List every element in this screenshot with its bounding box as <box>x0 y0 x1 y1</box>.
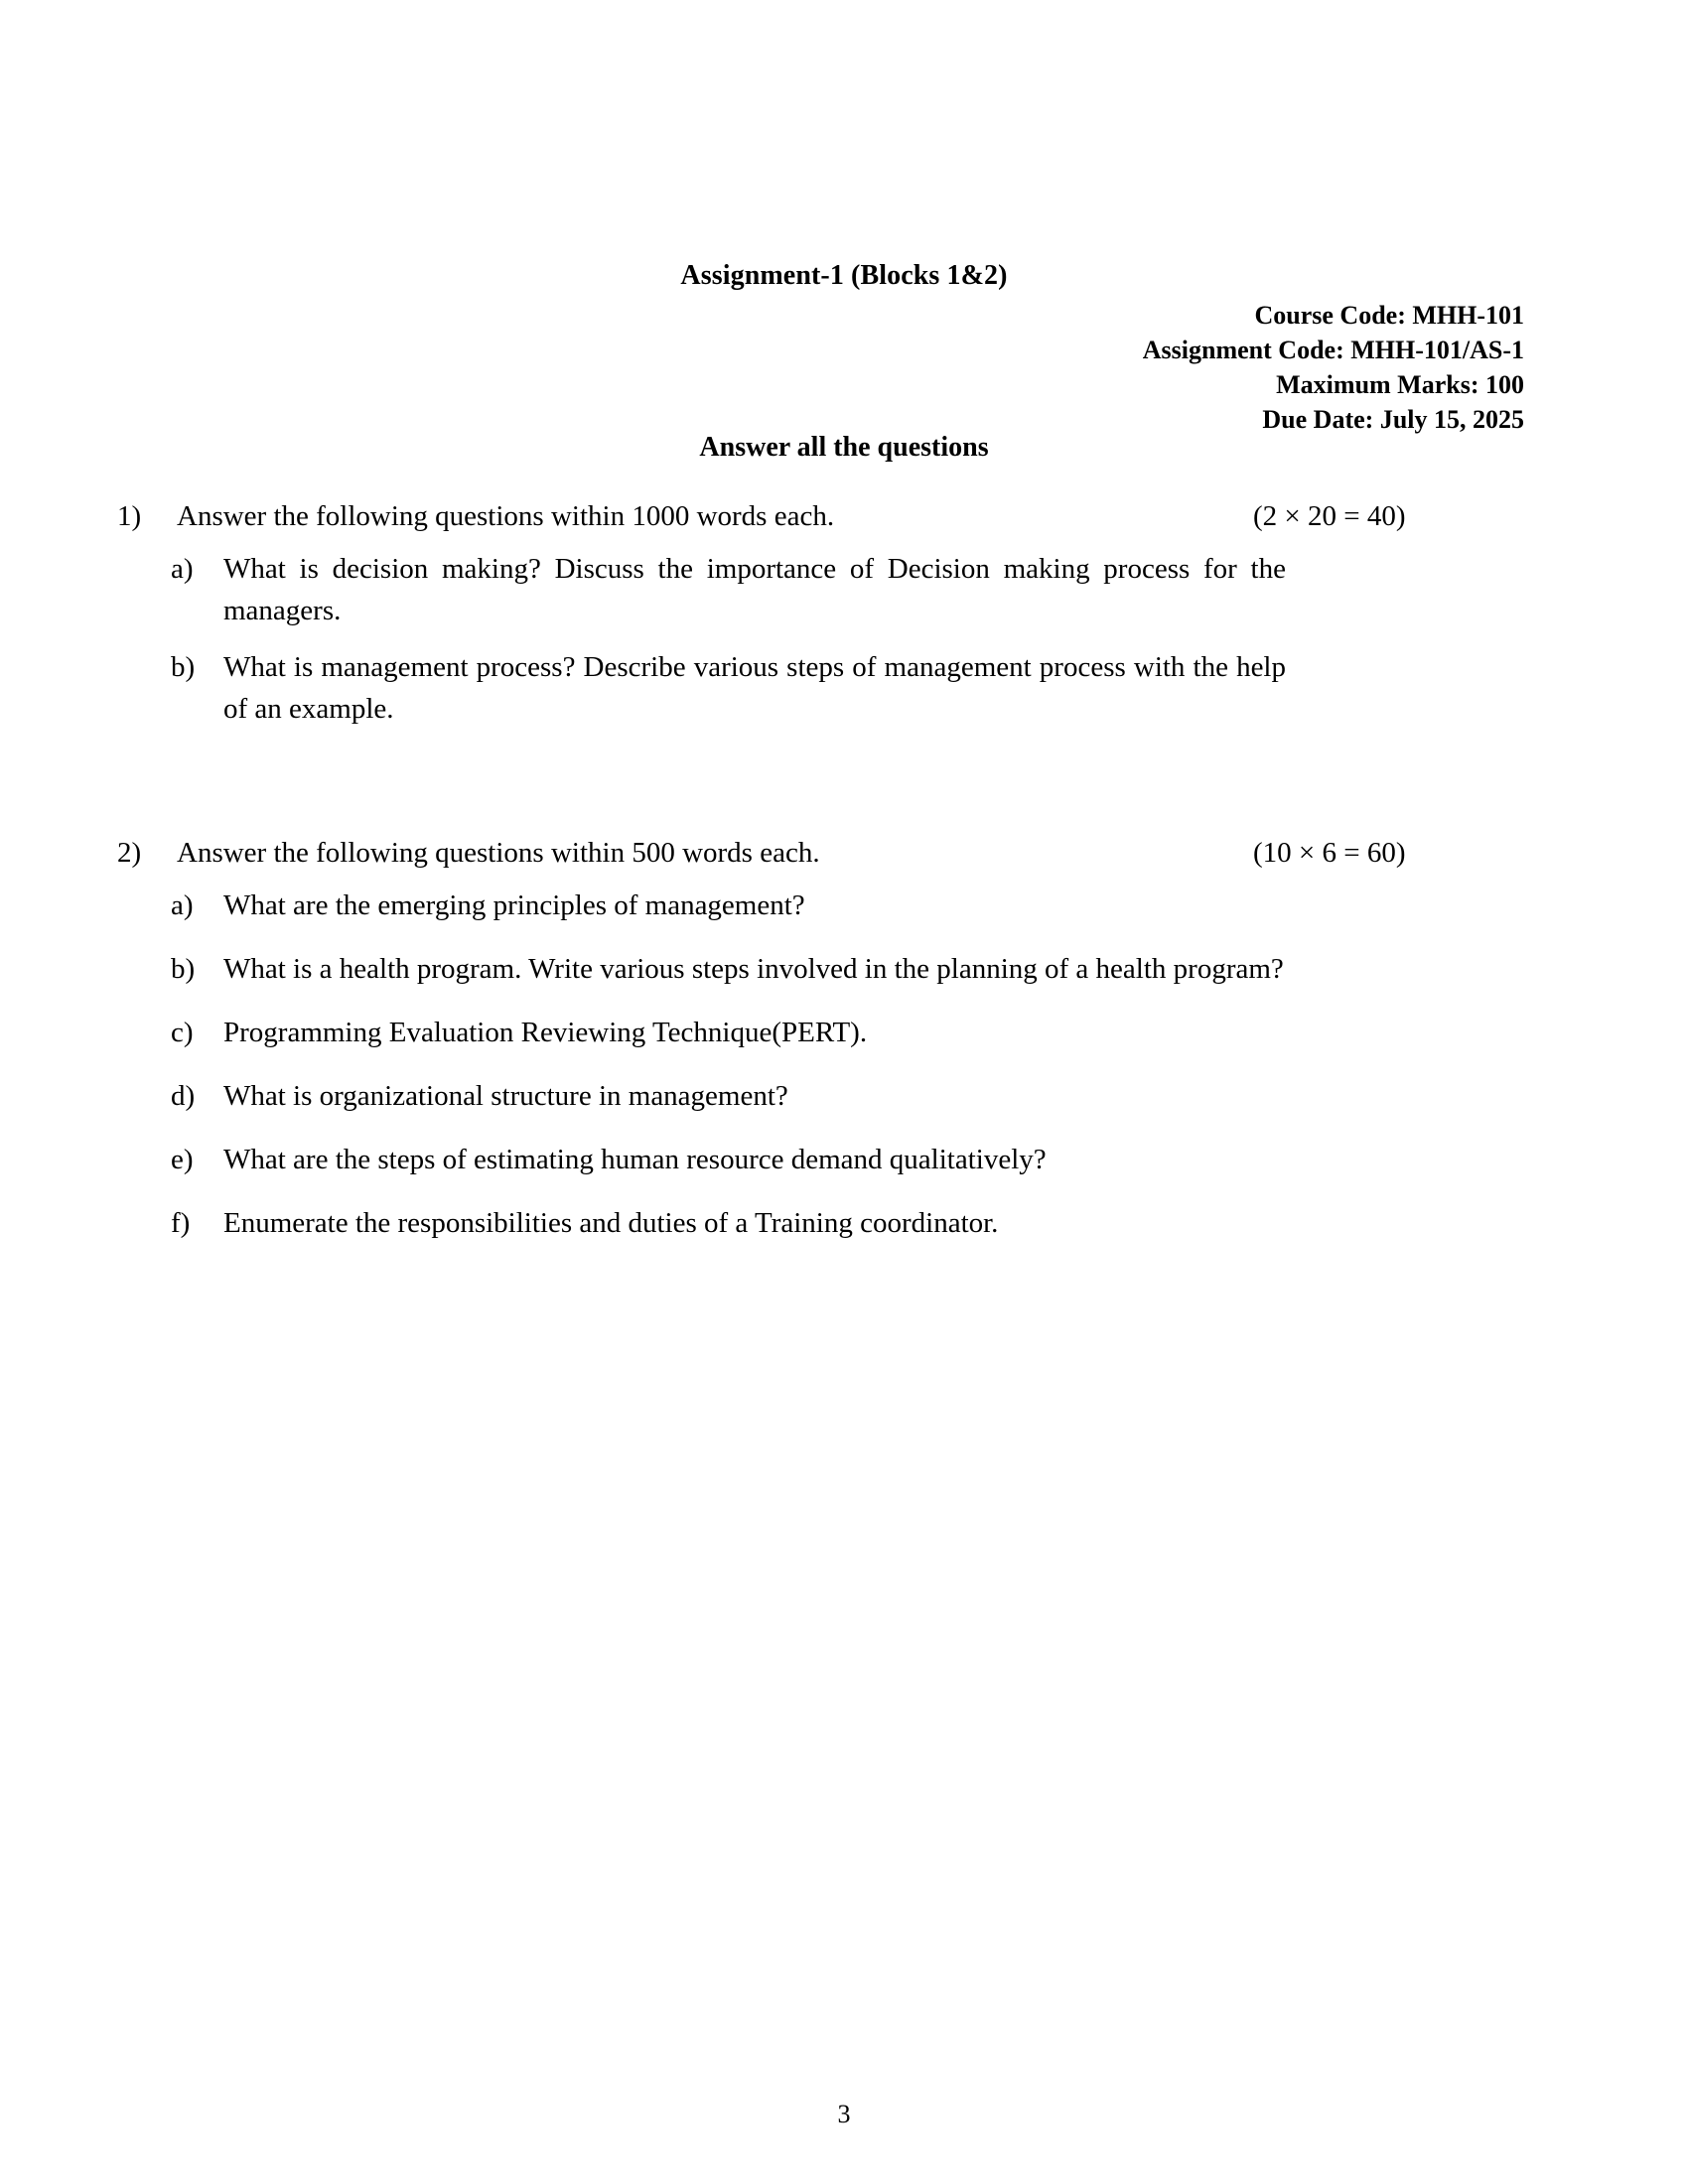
page-title: Assignment-1 (Blocks 1&2) <box>680 260 1008 291</box>
question-1-sub-list <box>0 548 1688 730</box>
question-2-sub-list <box>0 885 1688 1244</box>
sub-item-text-1a: What is decision making? Discuss the importance of Decision making process for the managers. <box>223 553 1286 626</box>
sub-item-label-2f: f) <box>171 1207 191 1239</box>
list-item <box>0 1139 1688 1180</box>
question-2-marks: (10 × 6 = 60) <box>1253 837 1406 869</box>
list-item <box>0 1012 1688 1053</box>
sub-item-label-2a: a) <box>171 889 194 921</box>
course-meta-block <box>1143 298 1524 437</box>
sub-item-label-2d: d) <box>171 1080 196 1112</box>
question-1-number: 1) <box>117 500 142 532</box>
course-code: Course Code: MHH-101 <box>1254 301 1524 330</box>
list-item <box>0 1202 1688 1244</box>
question-2-text: Answer the following questions within 500 words each. <box>177 837 820 869</box>
sub-item-label-2b: b) <box>171 953 196 985</box>
list-item <box>0 548 1688 631</box>
sub-item-text-2b: What is a health program. Write various steps involved in the planning of a health program? <box>223 953 1284 985</box>
question-1-header <box>0 494 1688 538</box>
list-item <box>0 646 1688 730</box>
sub-item-text-2e: What are the steps of estimating human resource demand qualitatively? <box>223 1144 1047 1175</box>
list-item <box>0 885 1688 926</box>
assignment-code: Assignment Code: MHH-101/AS-1 <box>1142 336 1524 364</box>
sub-item-text-1b: What is management process? Describe various steps of management process with the help of an example. <box>223 651 1286 725</box>
maximum-marks: Maximum Marks: 100 <box>1276 370 1524 399</box>
sub-item-text-2a: What are the emerging principles of management? <box>223 889 805 921</box>
question-block-1 <box>0 494 1688 730</box>
question-1-text: Answer the following questions within 1000 words each. <box>177 500 835 532</box>
instruction-text: Answer all the questions <box>699 432 989 463</box>
sub-item-label-1b: b) <box>171 651 196 683</box>
list-item <box>0 1075 1688 1117</box>
question-1-marks: (2 × 20 = 40) <box>1253 500 1406 532</box>
page-number: 3 <box>837 2100 851 2128</box>
list-item <box>0 948 1688 990</box>
question-2-header <box>0 831 1688 875</box>
question-2-number: 2) <box>117 837 142 869</box>
sub-item-label-2e: e) <box>171 1144 194 1175</box>
sub-item-text-2d: What is organizational structure in management? <box>223 1080 788 1112</box>
section-spacer <box>0 787 1688 831</box>
sub-item-label-2c: c) <box>171 1017 194 1048</box>
question-block-2 <box>0 831 1688 1244</box>
sub-item-label-1a: a) <box>171 553 194 585</box>
questions-container <box>0 494 1688 1301</box>
sub-item-text-2f: Enumerate the responsibilities and duties of a Training coordinator. <box>223 1207 999 1239</box>
sub-item-text-2c: Programming Evaluation Reviewing Technique(PERT). <box>223 1017 868 1048</box>
due-date: Due Date: July 15, 2025 <box>1262 405 1524 434</box>
